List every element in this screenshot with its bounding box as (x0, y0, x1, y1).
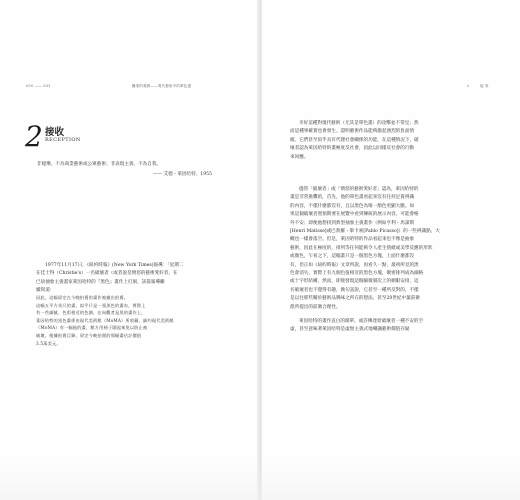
epigraph-attribution: —— 艾德・萊因哈特，1955 (152, 171, 212, 177)
block-quote (36, 294, 214, 347)
chapter-subtitle: RECEPTION (45, 137, 81, 143)
text-line: 虛，甚至意味著萊因哈特是虛無主義式地嘲諷藝術價值存疑 (290, 327, 410, 333)
text-line: 儘管「破壞者」或「憤怒的藝術愛好者」認為，萊因哈特的 (299, 187, 419, 192)
quote-line: （MoMA）有一幅他的畫，館方用椅子圍起來免以防止被 (36, 325, 148, 331)
text-line: 的內容，不僅什麼都沒有，且以黑色為唯一顏色更顯大膽。如 (290, 203, 415, 209)
text-line: 在佳士得（Christie's）一名破壞者（或者說是憤怒的藝術愛好者，在 (36, 271, 178, 277)
text-line: 已故抽象主義畫家萊因哈特的『黑色』畫作上打洞，該篇報導繼 (36, 279, 165, 285)
text-line: 畫是非常挑釁的，首先，他的單色畫看起來沒有任何足資辨識 (290, 195, 415, 201)
chapter-number: 2 (25, 120, 43, 153)
text-line: 幸好這種對現代藝術（尤其是單色畫）的攻擊並不常見；然 (299, 121, 419, 126)
quote-line: 有一些細膩、色彩相近的色調，在向觀者是黑的畫作上， (36, 310, 146, 316)
quote-line: 萊因哈特的黑色畫係由現代美術館（MoMA）所收藏，細約現代美術館 (36, 317, 174, 323)
text-line: 果這個破壞者照預期要在展覽中看到傳統的展示內容，可能會格 (290, 212, 419, 218)
text-line: 萊因哈特的畫作直白的簡單，或許傳達給破壞者一種不安的空 (299, 319, 424, 324)
intro-paragraph (36, 262, 218, 296)
paragraph-3 (290, 318, 494, 335)
quote-line: 3.5萬美元。 (36, 340, 61, 346)
quote-line: 因此，這幅原定在今晚拍賣的畫作被撤出拍賣。 (36, 295, 129, 300)
chapter-title: 接收 (45, 127, 65, 138)
text-line: 是以往那些關於藝術品興味之所在的想法，甚至20世紀中葉前衛 (290, 296, 420, 302)
text-line: 或顏色，乍看之下，這幅畫只是一個黑色方塊，上面什麼都沒 (290, 254, 415, 260)
text-line: 外不安；即便他想找到典型抽象主義畫作（例如亨利・馬諦斯 (290, 220, 415, 226)
left-page (0, 0, 258, 500)
text-line: 1977年11月17日，《紐約時報》(New York Times)報導：「星期二 (45, 263, 184, 268)
running-head-book-title: 醜業的義務——現代藝術中的單色畫 (132, 84, 192, 88)
text-line: 壞者認為萊因哈特的畫極度反社會，因此以同樣反社會的行動 (290, 146, 415, 152)
running-head-page-numbers: 030 —— 031 (26, 84, 51, 88)
text-line: 或十字形結構，然而，即使發現這個細微層次上的網眼安排，這 (290, 279, 419, 285)
epigraph-text: 非噁樂、不為商業藝術或公眾藝術；非表現主義、不為自我。 (37, 162, 162, 167)
text-line: 而這種事確實也會發生。證明藝術作品能夠激起強烈的負面情 (290, 129, 415, 135)
text-line: 有，但正如《紐約時報》文章所說，再看久一點，最初所見的黑 (290, 262, 419, 268)
running-head-chapter: 接 收 (480, 84, 489, 88)
text-line: 續寫道： (36, 288, 55, 294)
running-head-page: 2 (467, 84, 470, 88)
text-line: 藝術，因此在極度的，排列等任何能夠令人產生情緒或美學反應的形狀 (290, 245, 433, 251)
right-page (262, 0, 520, 500)
quote-line: 破壞。根據拍賣目錄，原定今晚拍賣的那幅畫估計價值 (36, 332, 142, 338)
epigraph (37, 161, 212, 178)
quote-line: 這幅五平方英尺的畫，似乎只是一張黑色的畫布，實際上 (36, 302, 146, 308)
text-line: 名破壞者也不覺得有趣，換句話說，它甚至一種所反對的，不僅 (290, 287, 419, 293)
text-line: 來回應。 (290, 154, 309, 160)
text-line: 概也一樣會落空。但是，萊因哈特的作品看起來也不像是抽象 (290, 237, 415, 243)
text-line: 派所提出的前衛合理性。 (290, 304, 341, 310)
paragraph-2 (290, 186, 494, 312)
paragraph-1 (290, 120, 494, 162)
text-line: 緒。它們甚至似乎具有代理社會關係的功能，在這種情況下，破 (290, 137, 419, 143)
text-line: 色會消失，實際上有九個色值相近的黑色方塊，聚密排列成為細格 (290, 271, 424, 277)
text-line: [Henri Matisse]或巴勃羅・畢卡索[Pablo Picasso]）的一些辨識點，大 (290, 229, 440, 235)
